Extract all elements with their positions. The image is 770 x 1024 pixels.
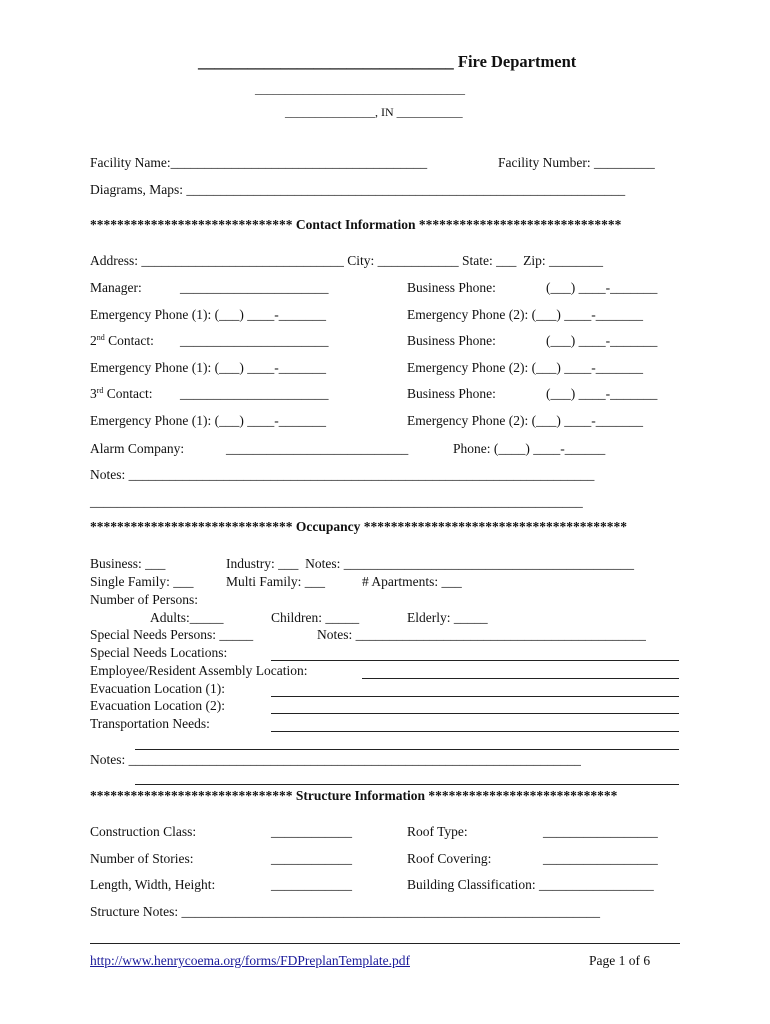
business-field[interactable]: Business: ___ bbox=[90, 556, 166, 571]
structure-notes-field[interactable]: Structure Notes: ______________________________________________________________ bbox=[90, 904, 600, 919]
emergency-phone-2-field[interactable]: Emergency Phone (2): (___) ____-_______ bbox=[407, 413, 643, 428]
special-needs-notes-field[interactable]: Notes: ___________________________________________ bbox=[317, 627, 646, 642]
evacuation-location-2-label: Evacuation Location (2): bbox=[90, 698, 225, 713]
transportation-needs-line[interactable] bbox=[271, 731, 679, 732]
manager-field[interactable]: ______________________ bbox=[180, 280, 329, 295]
contact-section-header: ****************************** Contact Information ****************************** bbox=[90, 217, 622, 232]
emergency-phone-2-field[interactable]: Emergency Phone (2): (___) ____-_______ bbox=[407, 307, 643, 322]
manager-label: Manager: bbox=[90, 280, 142, 295]
alarm-phone-field[interactable]: Phone: (____) ____-______ bbox=[453, 441, 606, 456]
occupancy-notes-line[interactable] bbox=[135, 749, 679, 750]
emergency-phone-1-field[interactable]: Emergency Phone (1): (___) ____-_______ bbox=[90, 413, 326, 428]
building-classification-field[interactable]: Building Classification: _________________ bbox=[407, 877, 654, 892]
structure-section-header: ****************************** Structure Information **************************** bbox=[90, 788, 618, 803]
special-needs-persons-field[interactable]: Special Needs Persons: _____ bbox=[90, 627, 254, 642]
page-number: Page 1 of 6 bbox=[589, 953, 651, 968]
apartments-field[interactable]: # Apartments: ___ bbox=[362, 574, 462, 589]
evacuation-location-2-line[interactable] bbox=[271, 713, 679, 714]
number-of-stories-field[interactable]: ____________ bbox=[271, 851, 352, 866]
industry-notes-field[interactable]: Industry: ___ Notes: ___________________________________________ bbox=[226, 556, 634, 571]
business-phone-label: Business Phone: bbox=[407, 333, 496, 348]
single-family-field[interactable]: Single Family: ___ bbox=[90, 574, 194, 589]
department-city-line[interactable]: _______________, IN ___________ bbox=[285, 105, 463, 119]
children-field[interactable]: Children: _____ bbox=[271, 610, 360, 625]
manager-business-phone-field[interactable]: (___) ____-_______ bbox=[546, 280, 658, 295]
contact-notes-continuation[interactable]: _________________________________________________________________________ bbox=[90, 494, 583, 509]
roof-type-field[interactable]: _________________ bbox=[543, 824, 658, 839]
emergency-phone-1-field[interactable]: Emergency Phone (1): (___) ____-_______ bbox=[90, 307, 326, 322]
second-contact-business-phone-field[interactable]: (___) ____-_______ bbox=[546, 333, 658, 348]
dimensions-label: Length, Width, Height: bbox=[90, 877, 216, 892]
special-needs-locations-line[interactable] bbox=[271, 660, 679, 661]
alarm-company-field[interactable]: ___________________________ bbox=[226, 441, 409, 456]
roof-type-label: Roof Type: bbox=[407, 824, 468, 839]
construction-class-label: Construction Class: bbox=[90, 824, 197, 839]
construction-class-field[interactable]: ____________ bbox=[271, 824, 352, 839]
dimensions-field[interactable]: ____________ bbox=[271, 877, 352, 892]
number-of-persons-label: Number of Persons: bbox=[90, 592, 198, 607]
template-url-link[interactable]: http://www.henrycoema.org/forms/FDPreplanTemplate.pdf bbox=[90, 953, 410, 968]
occupancy-notes-line[interactable] bbox=[135, 784, 679, 785]
department-address-line[interactable]: ___________________________________ bbox=[255, 82, 465, 96]
facility-name-field[interactable]: Facility Name:______________________________________ bbox=[90, 155, 428, 170]
number-of-stories-label: Number of Stories: bbox=[90, 851, 194, 866]
address-row[interactable]: Address: ______________________________ City: ____________ State: ___ Zip: ________ bbox=[90, 253, 603, 268]
occupancy-section-header: ****************************** Occupancy *************************************** bbox=[90, 519, 628, 534]
special-needs-locations-label: Special Needs Locations: bbox=[90, 645, 228, 660]
page-title: _______________________________ Fire Department bbox=[198, 52, 577, 71]
second-contact-field[interactable]: ______________________ bbox=[180, 333, 329, 348]
assembly-location-label: Employee/Resident Assembly Location: bbox=[90, 663, 308, 678]
emergency-phone-2-field[interactable]: Emergency Phone (2): (___) ____-_______ bbox=[407, 360, 643, 375]
assembly-location-line[interactable] bbox=[362, 678, 679, 679]
third-contact-label: 3rd Contact: bbox=[90, 386, 153, 401]
adults-field[interactable]: Adults:_____ bbox=[150, 610, 224, 625]
third-contact-business-phone-field[interactable]: (___) ____-_______ bbox=[546, 386, 658, 401]
business-phone-label: Business Phone: bbox=[407, 280, 496, 295]
roof-covering-field[interactable]: _________________ bbox=[543, 851, 658, 866]
roof-covering-label: Roof Covering: bbox=[407, 851, 492, 866]
elderly-field[interactable]: Elderly: _____ bbox=[407, 610, 488, 625]
multi-family-field[interactable]: Multi Family: ___ bbox=[226, 574, 326, 589]
second-contact-label: 2nd Contact: bbox=[90, 333, 154, 348]
contact-notes-field[interactable]: Notes: _____________________________________________________________________ bbox=[90, 467, 595, 482]
alarm-company-label: Alarm Company: bbox=[90, 441, 185, 456]
facility-number-field[interactable]: Facility Number: _________ bbox=[498, 155, 655, 170]
emergency-phone-1-field[interactable]: Emergency Phone (1): (___) ____-_______ bbox=[90, 360, 326, 375]
third-contact-field[interactable]: ______________________ bbox=[180, 386, 329, 401]
structure-notes-line[interactable] bbox=[90, 943, 680, 944]
evacuation-location-1-label: Evacuation Location (1): bbox=[90, 681, 225, 696]
diagrams-maps-field[interactable]: Diagrams, Maps: _________________________________________________________________ bbox=[90, 182, 626, 197]
evacuation-location-1-line[interactable] bbox=[271, 696, 679, 697]
occupancy-notes-field[interactable]: Notes: ___________________________________________________________________ bbox=[90, 752, 581, 767]
transportation-needs-label: Transportation Needs: bbox=[90, 716, 210, 731]
business-phone-label: Business Phone: bbox=[407, 386, 496, 401]
